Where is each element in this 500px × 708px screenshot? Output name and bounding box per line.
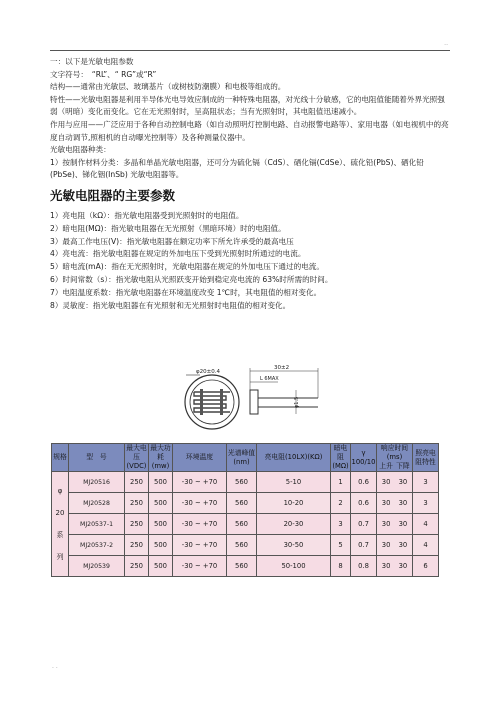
col-dark-res: 暗电阻(MΩ) bbox=[332, 444, 349, 470]
cell-gamma: 0.8 bbox=[351, 556, 377, 577]
col-max-voltage: 最大电压(VDC) bbox=[126, 444, 147, 470]
parameter-list bbox=[50, 210, 450, 312]
cell-fall: 30 bbox=[398, 562, 408, 570]
col-gamma: γ 100/10 bbox=[351, 444, 377, 472]
table-row bbox=[52, 535, 439, 556]
col-model: 型 号 bbox=[69, 444, 125, 472]
cell-temp: -30 ~ +70 bbox=[173, 493, 227, 514]
table-header-row bbox=[52, 444, 439, 472]
structure-line: 结构——通常由光敏层、玻璃基片（或树枝防潮膜）和电极等组成的。 bbox=[50, 82, 286, 92]
side-label: φ1.5 bbox=[294, 396, 300, 408]
photoresistor-drawing bbox=[170, 362, 330, 438]
table-row bbox=[52, 514, 439, 535]
spec-table bbox=[51, 443, 439, 577]
symbol-line: 文字符号： “RL”、“ RG”或“R” bbox=[50, 69, 157, 79]
cell-pmax: 500 bbox=[149, 556, 173, 577]
cell-fall: 30 bbox=[398, 541, 408, 549]
table-row bbox=[52, 472, 439, 493]
series-cell bbox=[52, 472, 69, 577]
cell-peak: 560 bbox=[227, 493, 257, 514]
cell-temp: -30 ~ +70 bbox=[173, 514, 227, 535]
cell-temp: -30 ~ +70 bbox=[173, 556, 227, 577]
cell-rise: 30 bbox=[381, 541, 391, 549]
header-mark: .. bbox=[444, 40, 448, 47]
series-char: 列 bbox=[56, 553, 64, 561]
section-title: 光敏电阻器的主要参数 bbox=[50, 187, 176, 203]
cell-response bbox=[377, 556, 413, 577]
list-item: 3）最高工作电压(V)：指光敏电阻器在额定功率下所允许承受的最高电压 bbox=[50, 236, 294, 246]
cell-light-res: 50-100 bbox=[257, 556, 331, 577]
cell-fall: 30 bbox=[398, 520, 408, 528]
cell-vmax: 250 bbox=[125, 472, 149, 493]
max-label: L 6MAX bbox=[260, 376, 279, 382]
cell-vmax: 250 bbox=[125, 493, 149, 514]
cell-temp: -30 ~ +70 bbox=[173, 472, 227, 493]
rise-label: 上升 bbox=[379, 462, 393, 470]
cell-peak: 560 bbox=[227, 472, 257, 493]
intro-title: 一：以下是光敏电阻参数 bbox=[50, 57, 134, 66]
series-char: φ bbox=[57, 487, 63, 495]
cell-pmax: 500 bbox=[149, 493, 173, 514]
cell-rise: 30 bbox=[381, 499, 391, 507]
cell-response bbox=[377, 535, 413, 556]
cell-gamma: 0.6 bbox=[351, 493, 377, 514]
cell-model: MJ20528 bbox=[69, 493, 125, 514]
cell-dark-res: 5 bbox=[331, 535, 351, 556]
list-item: 4）亮电流：指光敏电阻器在规定的外加电压下受到光照射时所通过的电流。 bbox=[50, 249, 306, 259]
cell-rise: 30 bbox=[381, 478, 391, 486]
cell-vmax: 250 bbox=[125, 514, 149, 535]
property-paragraph: 特性——光敏电阻器是利用半导体光电导效应制成的一种特殊电阻器，对光线十分敏感，它的电阻值能随着外界光照强弱（明暗）变化而变化。它在无光照射时，呈高阻状态；当有光照射时，其电阻值迅速减小。 bbox=[50, 94, 445, 117]
col-response bbox=[377, 444, 413, 472]
cell-peak: 560 bbox=[227, 556, 257, 577]
cell-dark-res: 8 bbox=[331, 556, 351, 577]
cell-rise: 30 bbox=[381, 520, 391, 528]
cell-pmax: 500 bbox=[149, 472, 173, 493]
footer-mark: . . bbox=[52, 663, 58, 670]
cell-model: MJ20516 bbox=[69, 472, 125, 493]
diameter-label: φ20±0.4 bbox=[196, 369, 220, 375]
document-body bbox=[50, 56, 450, 312]
cell-gamma: 0.7 bbox=[351, 535, 377, 556]
list-item: 5）暗电流(mA)：指在无光照射时，光敏电阻器在规定的外加电压下通过的电流。 bbox=[50, 262, 324, 272]
list-item: 1）亮电阻（kΩ）：指光敏电阻器受到光照射时的电阻值。 bbox=[50, 210, 244, 220]
cell-response bbox=[377, 514, 413, 535]
cell-light-res: 10-20 bbox=[257, 493, 331, 514]
cell-vmax: 250 bbox=[125, 535, 149, 556]
cell-peak: 560 bbox=[227, 535, 257, 556]
cell-dark-res: 2 bbox=[331, 493, 351, 514]
list-item: 6）时间常数（s）：指光敏电阻从光照跃变开始到稳定亮电流的 63%时所需的时间。 bbox=[50, 274, 333, 284]
response-label: 响应时间(ms) bbox=[380, 444, 409, 461]
application-paragraph: 作用与应用——广泛应用于各种自动控制电路（如自动照明灯控制电路、自动报警电路等）、家用电器（如电视机中的亮度自动调节,照相机的自动曝光控制等）及各种测量仪器中。 bbox=[50, 119, 449, 142]
cell-temp: -30 ~ +70 bbox=[173, 535, 227, 556]
col-peak: 光谱峰值(nm) bbox=[227, 444, 257, 472]
types-heading: 光敏电阻器种类： bbox=[50, 145, 111, 155]
cell-rise: 30 bbox=[381, 562, 391, 570]
cell-vmax: 250 bbox=[125, 556, 149, 577]
cell-response bbox=[377, 472, 413, 493]
cell-dark-res: 1 bbox=[331, 472, 351, 493]
cell-light-char: 3 bbox=[413, 493, 439, 514]
cell-light-char: 4 bbox=[413, 535, 439, 556]
list-item: 7）电阻温度系数：指光敏电阻器在环境温度改变 1℃时，其电阻值的相对变化。 bbox=[50, 287, 322, 297]
cell-model: MJ20539 bbox=[69, 556, 125, 577]
cell-light-res: 5-10 bbox=[257, 472, 331, 493]
cell-light-res: 20-30 bbox=[257, 514, 331, 535]
cell-model: MJ20537-2 bbox=[69, 535, 125, 556]
cell-light-res: 30-50 bbox=[257, 535, 331, 556]
cell-response bbox=[377, 493, 413, 514]
cell-model: MJ20537-1 bbox=[69, 514, 125, 535]
types-paragraph: 1）按制作材料分类：多晶和单晶光敏电阻器，还可分为硫化镉（CdS）、硒化镉(CdSe）、硫化铅(PbS)、硒化铅(PbSe)、锑化铟(InSb) 光敏电阻器等。 bbox=[50, 157, 424, 180]
list-item: 8）灵敏度：指光敏电阻器在有光照射和无光照射时电阻值的相对变化。 bbox=[50, 300, 291, 310]
series-char: 20 bbox=[55, 509, 65, 517]
cell-light-char: 6 bbox=[413, 556, 439, 577]
cell-pmax: 500 bbox=[149, 514, 173, 535]
col-max-power: 最大功耗(mw) bbox=[150, 444, 171, 470]
table-row bbox=[52, 493, 439, 514]
cell-gamma: 0.7 bbox=[351, 514, 377, 535]
header-rule bbox=[50, 50, 450, 51]
col-temp: 环境温度 bbox=[173, 444, 227, 472]
col-spec: 规格 bbox=[52, 444, 69, 472]
cell-dark-res: 3 bbox=[331, 514, 351, 535]
cell-fall: 30 bbox=[398, 499, 408, 507]
col-light-char: 照亮电阻特性 bbox=[413, 444, 439, 472]
cell-fall: 30 bbox=[398, 478, 408, 486]
table-row bbox=[52, 556, 439, 577]
cell-peak: 560 bbox=[227, 514, 257, 535]
col-light-res: 亮电阻(10LX)(KΩ) bbox=[257, 444, 331, 472]
length-label: 30±2 bbox=[274, 365, 290, 371]
cell-pmax: 500 bbox=[149, 535, 173, 556]
cell-light-char: 4 bbox=[413, 514, 439, 535]
list-item: 2）暗电阻(MΩ)：指光敏电阻器在无光照射（黑暗环境）时的电阻值。 bbox=[50, 223, 286, 233]
cell-gamma: 0.6 bbox=[351, 472, 377, 493]
fall-label: 下降 bbox=[396, 462, 410, 470]
series-char: 系 bbox=[56, 531, 64, 539]
cell-light-char: 3 bbox=[413, 472, 439, 493]
